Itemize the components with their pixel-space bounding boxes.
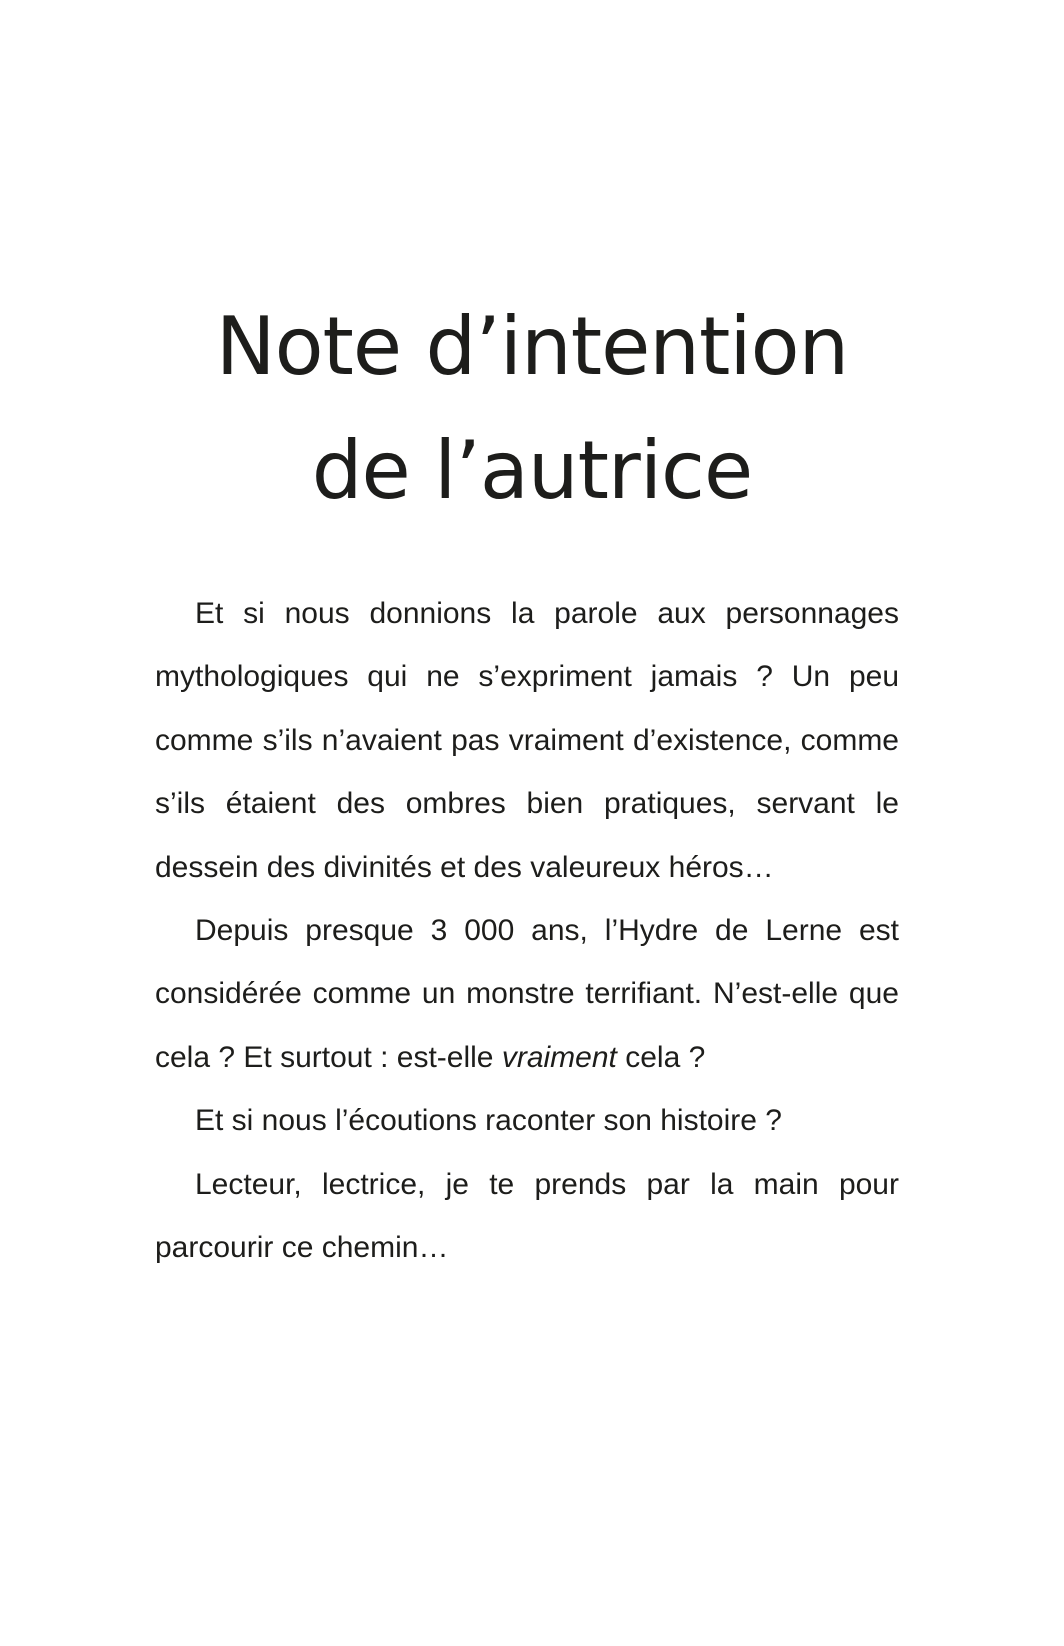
paragraph-2-end: cela ? xyxy=(616,1040,706,1074)
paragraph-3: Et si nous l’écoutions raconter son histoire ? xyxy=(195,1104,782,1138)
paragraph-1: Et si nous donnions la parole aux personnages mythologiques qui ne s’expriment jamais ? Un peu comme s’ils n’avaient pas vraiment d’existence, comme s’ils étaient des ombres bien pratiques, servant le dessein des divinités et des valeureux héros… xyxy=(155,597,899,884)
title-line-1: Note d’intention xyxy=(215,300,849,393)
body-text xyxy=(155,582,899,1279)
paragraph-2 xyxy=(155,899,899,1089)
paragraph-4: Lecteur, lectrice, je te prends par la main pour parcourir ce chemin… xyxy=(155,1167,899,1265)
paragraph-2-text: Depuis presque 3 000 ans, l’Hydre de Lerne est considérée comme un monstre terrifiant. N’est-elle que cela ? Et surtout : est-elle xyxy=(155,914,899,1074)
paragraph-2-emphasis: vraiment xyxy=(501,1040,617,1074)
title-line-2: de l’autrice xyxy=(311,424,753,517)
page-title xyxy=(0,285,1064,533)
